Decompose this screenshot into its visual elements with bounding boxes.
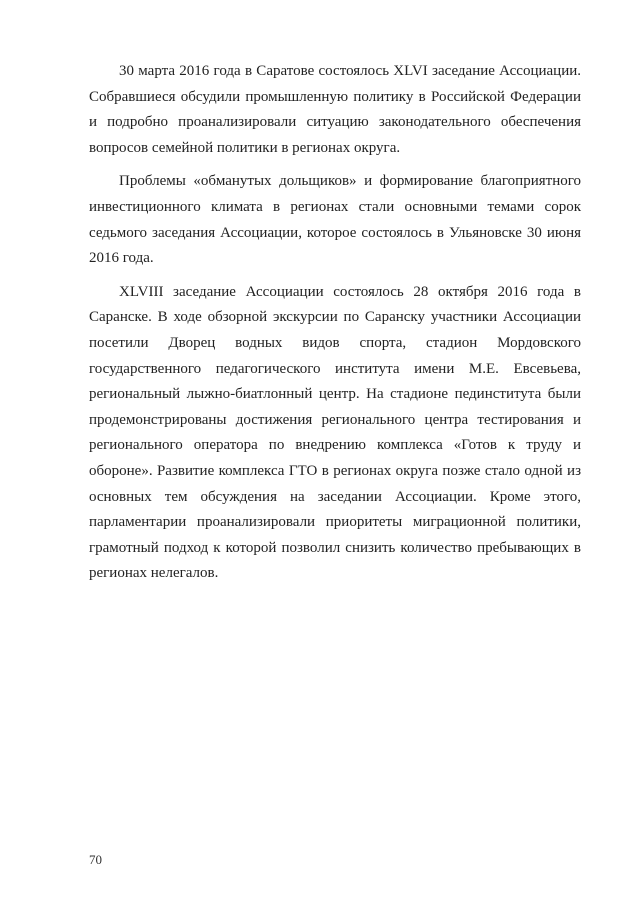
page-number: 70 <box>89 852 102 867</box>
body-text <box>89 59 581 595</box>
paragraph-xlviii-meeting: XLVIII заседание Ассоциации состоялось 28 октября 2016 года в Саранске. В ходе обзорной экскурсии по Саранску участники Ассоциации посетили Дворец водных видов спорта, стадион Мордовского государственного педагогического института имени М.Е. Евсевьева, региональный лыжно-биатлонный центр. На стадионе пединститута были продемонстрированы достижения регионального центра тестирования и регионального оператора по внедрению комплекса «Готов к труду и обороне». Развитие комплекса ГТО в регионах округа позже стало одной из основных тем обсуждения на заседании Ассоциации. Кроме этого, парламентарии проанализировали приоритеты миграционной политики, грамотный подход к которой позволил снизить количество пребывающих в регионах нелегалов. <box>89 283 581 582</box>
paragraph-xlvi-meeting: 30 марта 2016 года в Саратове состоялось XLVI заседание Ассоциации. Собравшиеся обсудили промышленную политику в Российской Федерации и подробно проанализировали ситуацию законодательного обеспечения вопросов семейной политики в регионах округа. <box>89 63 581 156</box>
paragraph-forty-seventh-meeting: Проблемы «обманутых дольщиков» и формирование благоприятного инвестиционного климата в регионах стали основными темами сорок седьмого заседания Ассоциации, которое состоялось в Ульяновске 30 июня 2016 года. <box>89 173 581 267</box>
